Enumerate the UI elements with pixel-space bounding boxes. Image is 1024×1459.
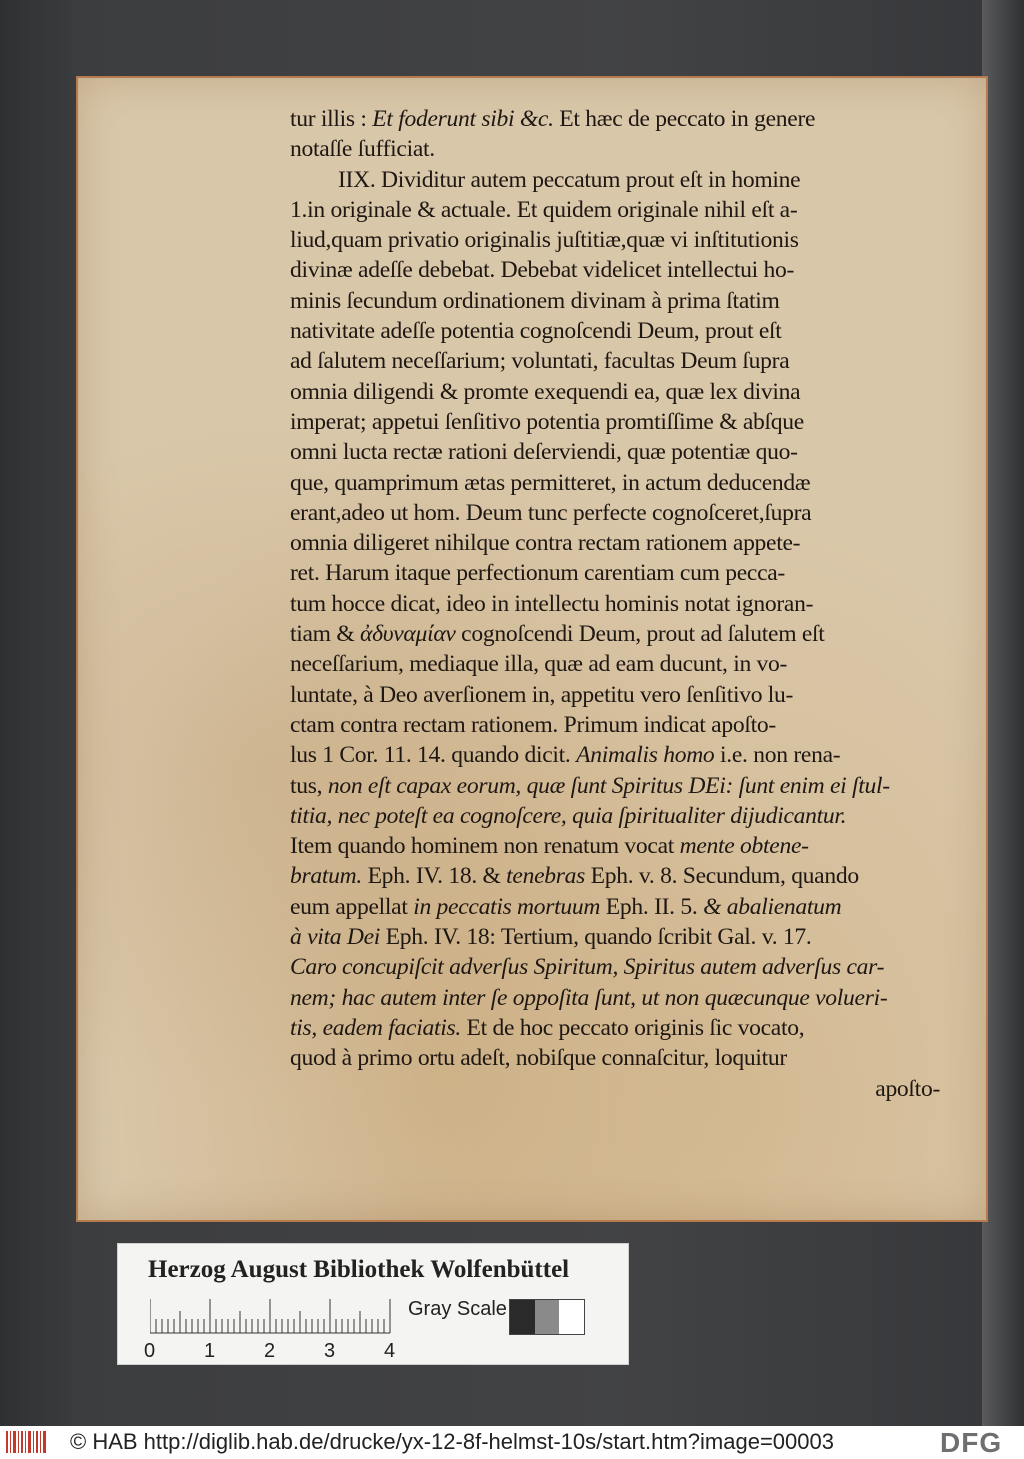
text-run: tur illis : [290,106,373,132]
text-line [290,286,940,316]
grayscale-swatch [509,1299,585,1335]
text-run: liud,quam privatio originalis juſtitiæ,quæ vi inſtitutionis [290,227,799,254]
text-line [290,983,940,1013]
text-run: mente obtene- [679,833,809,860]
text-run: à vita Dei [290,924,381,951]
text-run: tenebras [506,863,586,890]
text-run: ret. Harum itaque perfectionum carentiam cum pecca- [290,560,785,587]
text-line [290,134,940,164]
text-line [290,589,940,619]
text-run: erant,adeo ut hom. Deum tunc perfecte cognoſceret,ſupra [290,499,812,526]
text-run: non eſt capax eorum, quæ ſunt Spiritus DEi: ſunt enim ei ſtul- [327,772,890,799]
text-run: tus, [290,772,328,799]
text-run: Et foderunt sibi &c. [372,106,554,132]
text-run: quod à primo ortu adeſt, nobiſque connaſcitur, loquitur [290,1045,787,1072]
text-line [290,558,940,588]
text-line [290,498,940,528]
barcode-icon [6,1431,48,1453]
text-line [290,377,940,407]
text-line [290,861,940,891]
text-run: i.e. non rena- [714,742,841,769]
grayscale-label: Gray Scale [408,1298,507,1320]
text-line [290,104,940,134]
grayscale-step [559,1300,584,1334]
text-run: titia, nec poteſt ea cognoſcere, quia ſpiritualiter dijudicantur. [290,802,847,829]
text-run: ἀδυναμίαν [359,621,456,648]
text-run: Eph. IV. 18: Tertium, quando ſcribit Gal. v. 17. [380,924,812,951]
text-line [290,165,940,195]
text-run: notaſſe ſufficiat. [290,136,435,163]
library-name: Herzog August Bibliothek Wolfenbüttel [148,1256,570,1283]
text-line [290,892,940,922]
text-run: minis ſecundum ordinationem divinam à prima ſtatim [290,287,780,314]
grayscale-step [535,1300,560,1334]
scale-ruler [150,1298,400,1334]
text-line [290,1013,940,1043]
text-run: tis, eadem faciatis. [290,1014,461,1041]
text-run: cognoſcendi Deum, prout ad ſalutem eſt [455,621,825,648]
text-run: Caro concupiſcit adverſus Spiritum, Spiritus autem adverſus car- [290,954,885,981]
text-run: Eph. IV. 18. & [361,863,507,890]
text-line [290,952,940,982]
text-run: eum appellat [290,893,414,920]
text-run: que, quamprimum ætas permitteret, in actum deducendæ [290,469,811,496]
grayscale-step [510,1300,535,1334]
text-run: Et hæc de peccato in genere [553,106,816,132]
text-run: Eph. II. 5. [600,893,704,920]
text-line [290,771,940,801]
text-line [290,1043,940,1073]
text-line [290,801,940,831]
ruler-number: 0 [144,1340,156,1362]
text-line [290,649,940,679]
text-line [290,437,940,467]
text-line [290,195,940,225]
text-run: tum hocce dicat, ideo in intellectu hominis notat ignoran- [290,590,814,617]
text-run: & abalienatum [703,893,842,920]
text-run: ctam contra rectam rationem. Primum indicat apoſto- [290,711,776,738]
text-run: tiam & [290,621,360,648]
text-run: omnia diligeret nihilque contra rectam rationem appete- [290,530,801,557]
text-run: imperat; appetui ſenſitivo potentia promtiſſime & abſque [290,408,804,435]
text-run: neceſſarium, mediaque illa, quæ ad eam ducunt, in vo- [290,651,788,678]
text-line [290,619,940,649]
text-run: Animalis homo [576,742,715,769]
text-run: bratum. [290,863,362,890]
text-run: Et de hoc peccato originis ſic vocato, [460,1014,805,1041]
text-line [290,407,940,437]
scanner-edge [982,0,1024,1426]
text-run: Item quando hominem non renatum vocat [290,833,680,860]
text-run: nem; hac autem inter ſe oppoſita ſunt, ut non quæcunque volueri- [290,984,888,1011]
ruler-number: 2 [264,1340,276,1362]
text-run: divinæ adeſſe debebat. Debebat videlicet intellectui ho- [290,257,795,284]
text-run: Eph. v. 8. Secundum, quando [585,863,859,890]
copyright-url[interactable]: © HAB http://diglib.hab.de/drucke/yx-12-8f-helmst-10s/start.htm?image=00003 [70,1429,834,1454]
dfg-logo: DFG [936,1427,1002,1459]
text-run: in peccatis mortuum [413,893,601,920]
footer-bar [0,1426,1024,1459]
text-line [290,740,940,770]
text-line [290,255,940,285]
text-line [290,831,940,861]
text-line [290,316,940,346]
text-run: 1.in originale & actuale. Et quidem originale nihil eſt a- [290,196,798,223]
text-run: luntate, à Deo averſionem in, appetitu vero ſenſitivo lu- [290,681,794,708]
text-line [290,1074,940,1104]
text-line [290,468,940,498]
text-line [290,346,940,376]
text-line [290,225,940,255]
ruler-number: 1 [204,1340,216,1362]
library-label-card [117,1243,629,1365]
text-run: omnia diligendi & promte exequendi ea, quæ lex divina [290,378,801,405]
text-run: ad ſalutem neceſſarium; voluntati, facultas Deum ſupra [290,348,790,375]
ruler-number: 3 [324,1340,336,1362]
text-run: lus 1 Cor. 11. 14. quando dicit. [290,742,577,769]
text-line [290,680,940,710]
text-run: IIX. Dividitur autem peccatum prout eſt in homine [338,166,801,193]
text-run: omni lucta rectæ rationi deſerviendi, quæ potentiæ quo- [290,439,798,466]
text-line [290,528,940,558]
text-run: nativitate adeſſe potentia cognoſcendi Deum, prout eſt [290,318,782,345]
ruler-number: 4 [384,1340,396,1362]
page-text [290,104,940,1104]
text-line [290,710,940,740]
text-run: apoſto- [875,1075,940,1102]
text-line [290,922,940,952]
